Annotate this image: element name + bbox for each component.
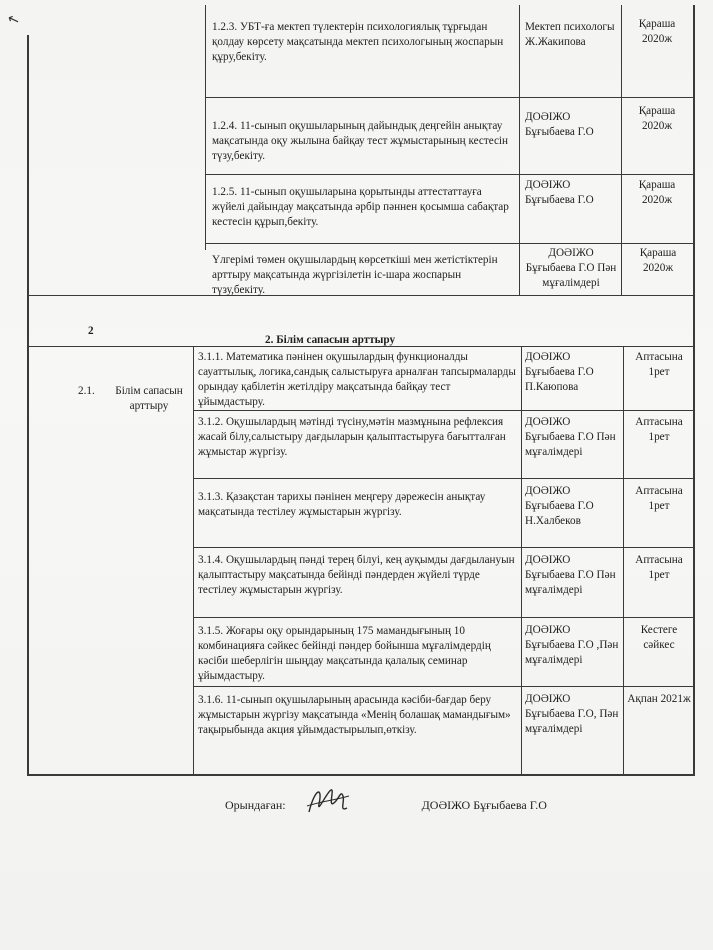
responsible-cell: ДОӘІЖО Бұғыбаева Г.О П.Каюпова — [525, 351, 594, 393]
row-divider — [205, 243, 694, 244]
responsible-cell: ДОӘІЖО Бұғыбаева Г.О Пән мұғалімдері — [525, 554, 616, 596]
row-divider — [205, 174, 694, 175]
deadline-cell: Аптасына 1рет — [635, 416, 683, 443]
executor-name: ДОӘІЖО Бұғыбаева Г.О — [421, 798, 547, 812]
column-divider — [519, 5, 520, 295]
table-border-bottom — [27, 774, 695, 776]
plan-item-text: 3.1.2. Оқушылардың мәтінді түсіну,мәтін мазмұнына рефлексия жасай білу,салыстыру дағдыларын қалыптастыруға бағытталған жұмыстар жүргізу. — [198, 416, 506, 458]
responsible-cell: ДОӘІЖО Бұғыбаева Г.О ,Пән мұғалімдері — [525, 624, 619, 666]
corner-mark: ↖ — [5, 11, 22, 30]
column-divider — [205, 5, 206, 250]
responsible-cell: ДОӘІЖО Бұғыбаева Г.О Пән мұғалімдері — [525, 416, 616, 458]
plan-item-text: 3.1.4. Оқушылардың пәнді терең білуі, кең ауқымды дағдылануын қалыптастыру мақсатында бейінді пәндерден жүйелі түрде тестілеу жұмыстарын жүргізу. — [198, 554, 515, 596]
table-border-right — [693, 5, 695, 775]
row-divider — [193, 410, 694, 411]
responsible-cell: ДОӘІЖО Бұғыбаева Г.О Н.Халбеков — [525, 485, 594, 527]
handwritten-signature — [305, 782, 351, 822]
plan-item-text: Үлгерімі төмен оқушылардың көрсеткіші мен жетістіктерін арттыру мақсатында жүргізілетін іс-шара жоспарын түзу,бекіту. — [212, 254, 498, 296]
plan-item-text: 1.2.4. 11-сынып оқушыларының дайындық деңгейін анықтау мақсатында оқу жылына байқау тест жұмыстарының кестесін түзу,бекіту. — [212, 120, 509, 162]
row-divider — [193, 478, 694, 479]
deadline-cell: Қараша 2020ж — [638, 105, 676, 132]
plan-item-text: 1.2.3. УБТ-ға мектеп түлектерін психологиялық тұрғыдан қолдау көрсету мақсатында мектеп психологының жоспарын құру,бекіту. — [212, 21, 504, 63]
deadline-cell: Қараша 2020ж — [638, 179, 676, 206]
subsection-title: Білім сапасын арттыру — [115, 385, 183, 412]
responsible-cell: ДОӘІЖО Бұғыбаева Г.О — [525, 111, 594, 138]
executor-label: Орындаған: — [225, 798, 286, 812]
deadline-cell: Аптасына 1рет — [635, 351, 683, 378]
column-divider — [621, 5, 622, 295]
signature-line — [225, 798, 547, 813]
responsible-cell: ДОӘІЖО Бұғыбаева Г.О — [525, 179, 594, 206]
deadline-cell: Аптасына 1рет — [635, 485, 683, 512]
section-number: 2 — [88, 325, 94, 337]
row-divider — [193, 617, 694, 618]
responsible-cell: ДОӘІЖО Бұғыбаева Г.О, Пән мұғалімдері — [525, 693, 619, 735]
deadline-cell: Кестеге сәйкес — [640, 624, 678, 651]
plan-item-text: 1.2.5. 11-сынып оқушыларына қорытынды аттестаттауға жүйелі дайындау мақсатында әрбір пәннен қосымша сабақтар кестесін құрып,бекіту. — [212, 186, 509, 228]
row-divider — [193, 686, 694, 687]
section-title: 2. Білім сапасын арттыру — [265, 334, 396, 346]
deadline-cell: Аптасына 1рет — [635, 554, 683, 581]
plan-item-text: 3.1.5. Жоғары оқу орындарының 175 мамандығының 10 комбинацияға сәйкес бейінді пәндер бойынша мұғалімдердің кәсіби шеберлігін шыңдау мақсатында қалалық семинар ұйымдастыру. — [198, 625, 491, 682]
deadline-cell: Ақпан 2021ж — [627, 693, 691, 705]
plan-item-text: 3.1.6. 11-сынып оқушыларының арасында кәсіби-бағдар беру жұмыстарын жүргізу мақсатында «Менің болашақ мамандығым» тақырыбында акция ұйымдастырылып,өткізу. — [198, 694, 511, 736]
subsection-number: 2.1. — [78, 385, 95, 397]
responsible-cell: Мектеп психологы Ж.Жакипова — [525, 21, 615, 48]
plan-item-text: 3.1.3. Қазақстан тарихы пәнінен меңгеру дәрежесін анықтау мақсатында тестілеу жұмыстарын жүргізу. — [198, 491, 486, 518]
deadline-cell: Қараша 2020ж — [639, 247, 677, 274]
plan-item-text: 3.1.1. Математика пәнінен оқушылардың функционалды сауаттылық, логика,сандық салыстыруға арналған тапсырмаларды орындау қабілетін жетілдіру мақсатында байқау тест ұйымдастыру. — [198, 351, 516, 408]
row-divider — [205, 97, 694, 98]
table-border-left — [27, 35, 29, 775]
deadline-cell: Қараша 2020ж — [638, 18, 676, 45]
responsible-cell: ДОӘІЖО Бұғыбаева Г.О Пән мұғалімдері — [525, 247, 617, 289]
row-divider — [193, 547, 694, 548]
